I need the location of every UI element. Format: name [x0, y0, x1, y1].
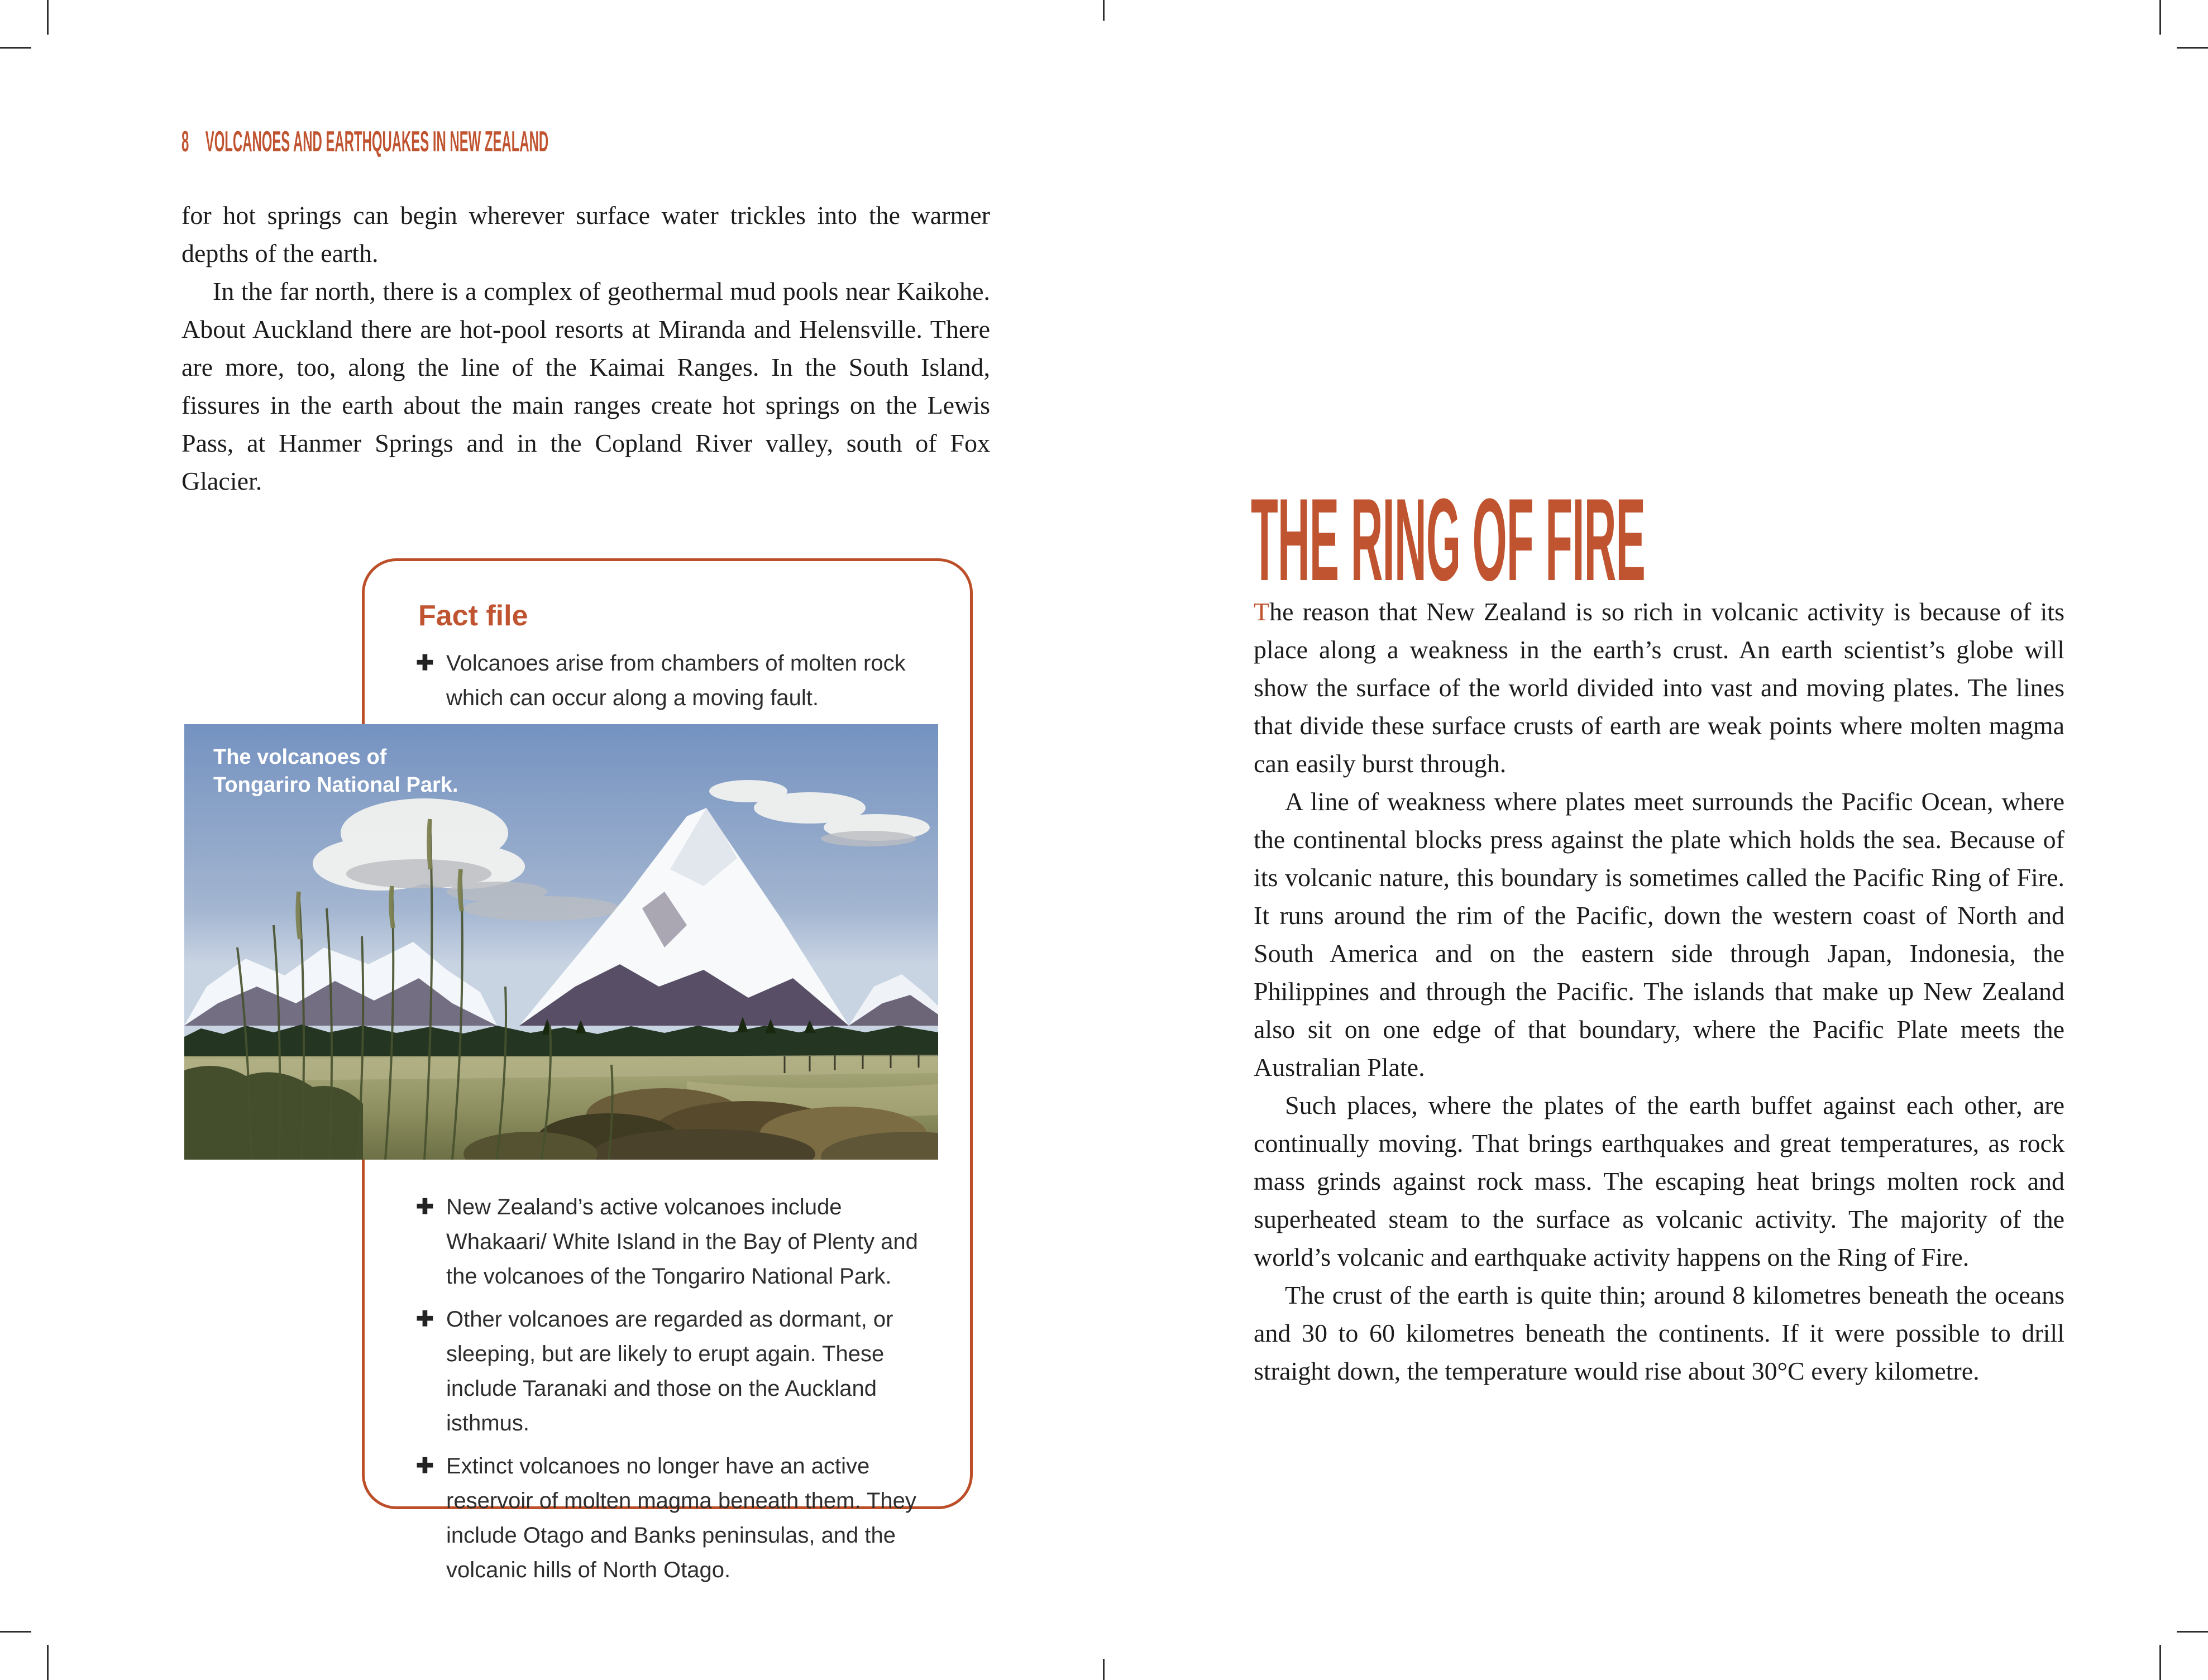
right-page-body — [1254, 593, 2064, 1390]
running-head — [181, 127, 979, 156]
fact-bullet-text: Extinct volcanoes no longer have an active reservoir of molten magma beneath them. They include Otago and Banks peninsulas, and the volcanic hills of North Otago. — [446, 1454, 916, 1582]
crop-mark-bottom-right-vertical — [2159, 1645, 2161, 1680]
crop-mark-bottom-center — [1103, 1659, 1105, 1680]
fact-file-bullets-bottom — [416, 1190, 941, 1596]
running-head-title: VOLCANOES AND EARTHQUAKES IN NEW ZEALAND — [205, 126, 549, 158]
plus-bullet-icon: ✚ — [416, 1308, 434, 1331]
fact-file-bullets-top — [416, 646, 935, 724]
crop-mark-top-left-vertical — [47, 0, 49, 35]
crop-mark-bottom-left-horizontal — [0, 1631, 31, 1633]
chapter-heading — [1251, 474, 2208, 605]
fact-bullet — [416, 1190, 941, 1294]
crop-mark-top-right-horizontal — [2177, 47, 2208, 49]
fact-bullet — [416, 646, 935, 715]
fact-bullet — [416, 1302, 941, 1440]
crop-mark-top-right-vertical — [2159, 0, 2161, 35]
paragraph: The crust of the earth is quite thin; around 8 kilometres beneath the oceans and 30 to 60 kilometres beneath the continents. If it were possible to drill straight down, the temperature would rise about 30°C every kilometre. — [1254, 1281, 2064, 1385]
crop-mark-bottom-left-vertical — [47, 1645, 49, 1680]
crop-mark-bottom-right-horizontal — [2177, 1631, 2208, 1633]
plus-bullet-icon: ✚ — [416, 652, 434, 675]
photo-caption-line2: Tongariro National Park. — [213, 773, 458, 797]
paragraph: In the far north, there is a complex of geothermal mud pools near Kaikohe. About Auckland there are hot-pool resorts at Miranda and Helensville. There are more, too, along the line of the Kaimai Ranges. In the South Island, fissures in the earth about the main ranges create hot springs on the Lewis Pass, at Hanmer Springs and in the Copland River valley, south of Fox Glacier. — [181, 277, 990, 495]
chapter-heading-text: THE RING OF FIRE — [1251, 474, 1646, 605]
fact-file-title: Fact file — [418, 600, 528, 632]
plus-bullet-icon: ✚ — [416, 1454, 434, 1478]
paragraph: A line of weakness where plates meet surrounds the Pacific Ocean, where the continental blocks press against the plate which holds the sea. Because of its volcanic nature, this boundary is sometimes called the Pacific Ring of Fire. It runs around the rim of the Pacific, down the western coast of North and South America and on the eastern side through Japan, Indonesia, the Philippines and through the Pacific. The islands that make up New Zealand also sit on one edge of that boundary, where the Pacific Plate meets the Australian Plate. — [1254, 787, 2064, 1081]
fact-bullet-text: Other volcanoes are regarded as dormant, or sleeping, but are likely to erupt again. These include Taranaki and those on the Auckland isthmus. — [446, 1307, 893, 1435]
fact-bullet-text: New Zealand’s active volcanoes include Whakaari/ White Island in the Bay of Plenty and the volcanoes of the Tongariro National Park. — [446, 1195, 918, 1289]
crop-mark-top-center — [1103, 0, 1105, 21]
paragraph — [1254, 593, 2064, 783]
tongariro-photo — [184, 724, 938, 1160]
paragraph: Such places, where the plates of the earth buffet against each other, are continually moving. That brings earthquakes and great temperatures, as rock mass grinds against rock mass. The escaping heat brings molten rock and superheated steam to the surface as volcanic activity. The majority of the world’s volcanic and earthquake activity happens on the Ring of Fire. — [1254, 1091, 2064, 1271]
fact-bullet-text: Volcanoes arise from chambers of molten rock which can occur along a moving fault. — [446, 651, 906, 710]
fact-bullet — [416, 1449, 941, 1587]
crop-mark-top-left-horizontal — [0, 47, 31, 49]
paragraph-text: he reason that New Zealand is so rich in volcanic activity is because of its place along a weakness in the earth’s crust. An earth scientist’s globe will show the surface of the world divided into vast and moving plates. The lines that divide these surface crusts of earth are weak points where molten magma can easily burst through. — [1254, 597, 2064, 778]
plus-bullet-icon: ✚ — [416, 1195, 434, 1219]
photo-caption-line1: The volcanoes of — [213, 745, 387, 769]
left-page-body — [181, 197, 990, 500]
lead-letter: T — [1254, 597, 1270, 626]
photo-caption — [213, 743, 458, 799]
paragraph: for hot springs can begin wherever surface water trickles into the warmer depths of the earth. — [181, 201, 990, 267]
page-number: 8 — [181, 126, 189, 158]
